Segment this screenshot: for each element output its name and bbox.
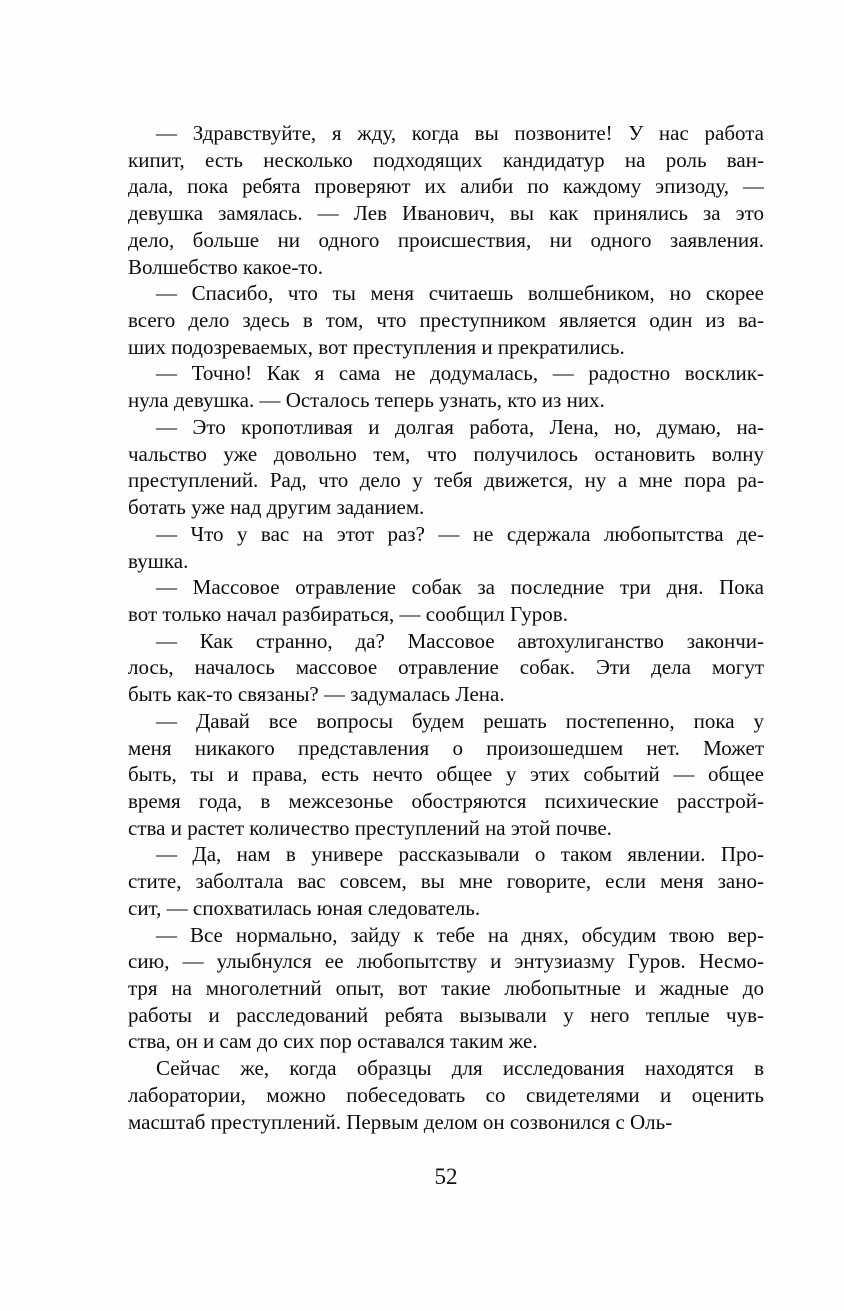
- text-line: дала, пока ребята проверяют их алиби по каждому эпизоду, —: [128, 174, 764, 199]
- text-line: — Массовое отравление собак за последние три дня. Пока: [156, 575, 764, 600]
- text-line: — Все нормально, зайду к тебе на днях, обсудим твою вер-: [156, 922, 764, 947]
- paragraph: [128, 1055, 764, 1135]
- text-line: лаборатории, можно побеседовать со свидетелями и оценить: [128, 1082, 764, 1107]
- text-line: — Спасибо, что ты меня считаешь волшебником, но скорее: [156, 281, 764, 306]
- text-line: сит, — спохватилась юная следователь.: [128, 895, 481, 920]
- text-line: всего дело здесь в том, что преступником является один из ва-: [128, 308, 764, 333]
- text-line: — Точно! Как я сама не додумалась, — радостно восклик-: [156, 361, 764, 386]
- text-line: вушка.: [128, 548, 189, 573]
- paragraph: [128, 521, 764, 574]
- text-line: ших подозреваемых, вот преступления и прекратились.: [128, 334, 625, 359]
- paragraph: [128, 360, 764, 413]
- text-line: — Да, нам в универе рассказывали о таком явлении. Про-: [156, 842, 764, 867]
- paragraph: [128, 120, 764, 280]
- text-line: вот только начал разбираться, — сообщил Гуров.: [128, 601, 568, 626]
- page-number: 52: [434, 1164, 458, 1189]
- text-line: дело, больше ни одного происшествия, ни одного заявления.: [128, 227, 764, 252]
- text-line: — Здравствуйте, я жду, когда вы позвоните! У нас работа: [156, 121, 764, 145]
- text-line: чальство уже довольно тем, что получилось остановить волну: [128, 441, 764, 466]
- text-line: нула девушка. — Осталось теперь узнать, кто из них.: [128, 388, 605, 413]
- paragraph: [128, 708, 764, 842]
- text-line: работы и расследований ребята вызывали у него теплые чув-: [128, 1002, 764, 1027]
- text-line: Волшебство какое-то.: [128, 254, 323, 279]
- text-line: время года, в межсезонье обостряются психические расстрой-: [128, 788, 764, 813]
- paragraph: [128, 414, 764, 521]
- text-line: кипит, есть несколько подходящих кандидатур на роль ван-: [128, 147, 764, 172]
- text-line: масштаб преступлений. Первым делом он созвонился с Оль-: [128, 1109, 673, 1134]
- text-line: ства и растет количество преступлений на этой почве.: [128, 815, 612, 840]
- text-line: ства, он и сам до сих пор оставался таким же.: [128, 1029, 538, 1054]
- text-line: быть, ты и права, есть нечто общее у этих событий — общее: [128, 762, 764, 787]
- text-line: быть как-то связаны? — задумалась Лена.: [128, 682, 505, 707]
- paragraph: [128, 841, 764, 921]
- text-line: ботать уже над другим заданием.: [128, 495, 425, 520]
- paragraph: [128, 922, 764, 1056]
- text-line: Сейчас же, когда образцы для исследования находятся в: [156, 1056, 764, 1081]
- text-line: сию, — улыбнулся ее любопытству и энтузиазму Гуров. Несмо-: [128, 949, 764, 974]
- text-line: стите, заболтала вас совсем, вы мне говорите, если меня зано-: [128, 869, 764, 894]
- text-line: преступлений. Рад, что дело у тебя движется, ну а мне пора ра-: [128, 468, 764, 493]
- page-text-block: [128, 120, 764, 1135]
- text-line: лось, началось массовое отравление собак. Эти дела могут: [128, 655, 764, 680]
- text-line: — Что у вас на этот раз? — не сдержала любопытства де-: [156, 521, 764, 546]
- text-line: — Это кропотливая и долгая работа, Лена, но, думаю, на-: [156, 414, 764, 439]
- text-line: тря на многолетний опыт, вот такие любопытные и жадные до: [128, 976, 764, 1000]
- text-line: меня никакого представления о произошедшем нет. Может: [128, 735, 764, 760]
- text-line: девушка замялась. — Лев Иванович, вы как принялись за это: [128, 201, 764, 226]
- text-line: — Давай все вопросы будем решать постепенно, пока у: [156, 708, 764, 733]
- paragraph: [128, 574, 764, 627]
- text-line: — Как странно, да? Массовое автохулиганство закончи-: [156, 628, 764, 653]
- paragraph: [128, 280, 764, 360]
- paragraph: [128, 628, 764, 708]
